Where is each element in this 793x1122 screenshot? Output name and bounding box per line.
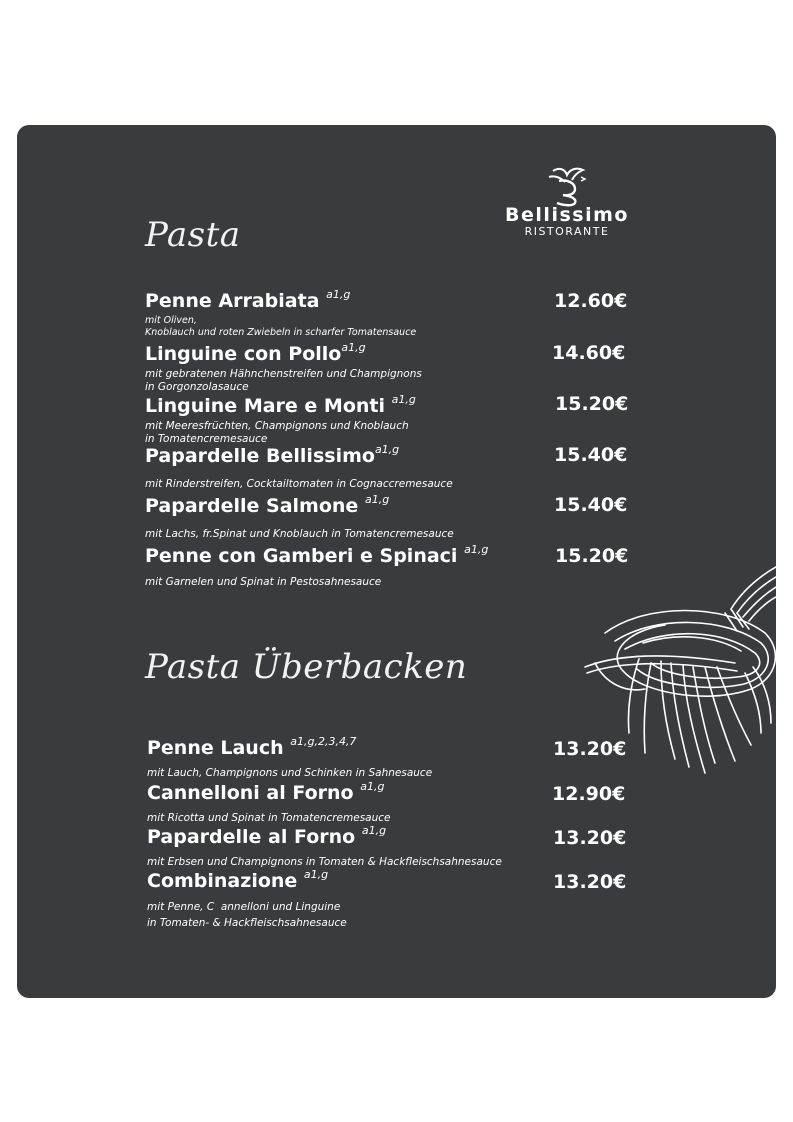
item-name: Papardelle Bellissimo [145,445,375,467]
item-description: Knoblauch und roten Zwiebeln in scharfer Tomatensauce [145,327,417,338]
item-price: 14.60€ [552,342,626,364]
item-description: in Gorgonzolasauce [145,381,249,393]
logo-subtitle: RISTORANTE [524,225,610,238]
menu-item [145,395,416,446]
item-name: Linguine con Pollo [145,343,342,365]
menu-item [147,826,502,869]
item-description: mit Meeresfrüchten, Champignons und Knoblauch [145,420,409,432]
menu-item [145,290,416,339]
item-name: Combinazione [147,870,298,892]
item-description: mit Lachs, fr.Spinat und Knoblauch in Tomatencremesauce [145,528,454,540]
menu-card [17,125,776,998]
allergen-codes: a1,g [303,868,329,881]
item-name: Papardelle al Forno [147,826,356,848]
item-price: 15.20€ [555,545,629,567]
item-price: 13.20€ [553,738,627,760]
item-name: Penne Lauch [147,737,284,759]
item-description: mit Lauch, Champignons und Schinken in Sahnesauce [147,767,433,779]
item-description: mit Oliven, [145,315,197,326]
item-name: Penne Arrabiata [145,290,320,312]
item-name: Penne con Gamberi e Spinaci [145,545,458,567]
restaurant-logo [479,165,655,238]
allergen-codes: a1,g [464,543,489,556]
item-description: mit Erbsen und Champignons in Tomaten & Hackfleischsahnesauce [147,856,502,868]
item-price: 13.20€ [553,871,627,893]
menu-item [145,445,453,491]
item-description: in Tomaten- & Hackfleischsahnesauce [147,917,347,929]
item-name: Papardelle Salmone [145,495,359,517]
logo-name: Bellissimo [505,204,629,226]
menu-item [145,343,422,394]
menu-item [145,545,488,589]
item-price: 13.20€ [553,827,627,849]
allergen-codes: a1,g [361,824,387,837]
item-description: in Tomatencremesauce [145,433,268,445]
item-description: mit Penne, C annelloni und Linguine [147,901,341,913]
allergen-codes: a1,g [374,443,400,456]
item-name: Linguine Mare e Monti [145,395,385,417]
item-description: mit Garnelen und Spinat in Pestosahnesauce [145,576,382,588]
menu-item [147,870,347,930]
menu-item [145,495,454,541]
allergen-codes: a1,g,2,3,4,7 [290,735,357,748]
allergen-codes: a1,g [326,288,351,301]
allergen-codes: a1,g [360,780,385,793]
section-title-pasta: Pasta [145,215,241,255]
allergen-codes: a1,g [391,393,416,406]
item-price: 12.90€ [552,783,626,805]
item-price: 12.60€ [554,290,628,312]
allergen-codes: a1,g [341,341,366,354]
item-description: mit Ricotta und Spinat in Tomatencremesauce [147,812,391,824]
dove-b-icon [545,165,589,207]
menu-item [147,737,432,780]
section-title-pasta-ueberbacken: Pasta Überbacken [145,647,468,687]
allergen-codes: a1,g [364,493,390,506]
item-name: Cannelloni al Forno [147,782,354,804]
menu-item [147,782,391,825]
item-price: 15.20€ [555,393,629,415]
item-price: 15.40€ [554,444,628,466]
item-description: mit Rinderstreifen, Cocktailtomaten in Cognaccremesauce [145,478,453,490]
item-price: 15.40€ [554,494,628,516]
item-description: mit gebratenen Hähnchenstreifen und Champignons [145,368,422,380]
